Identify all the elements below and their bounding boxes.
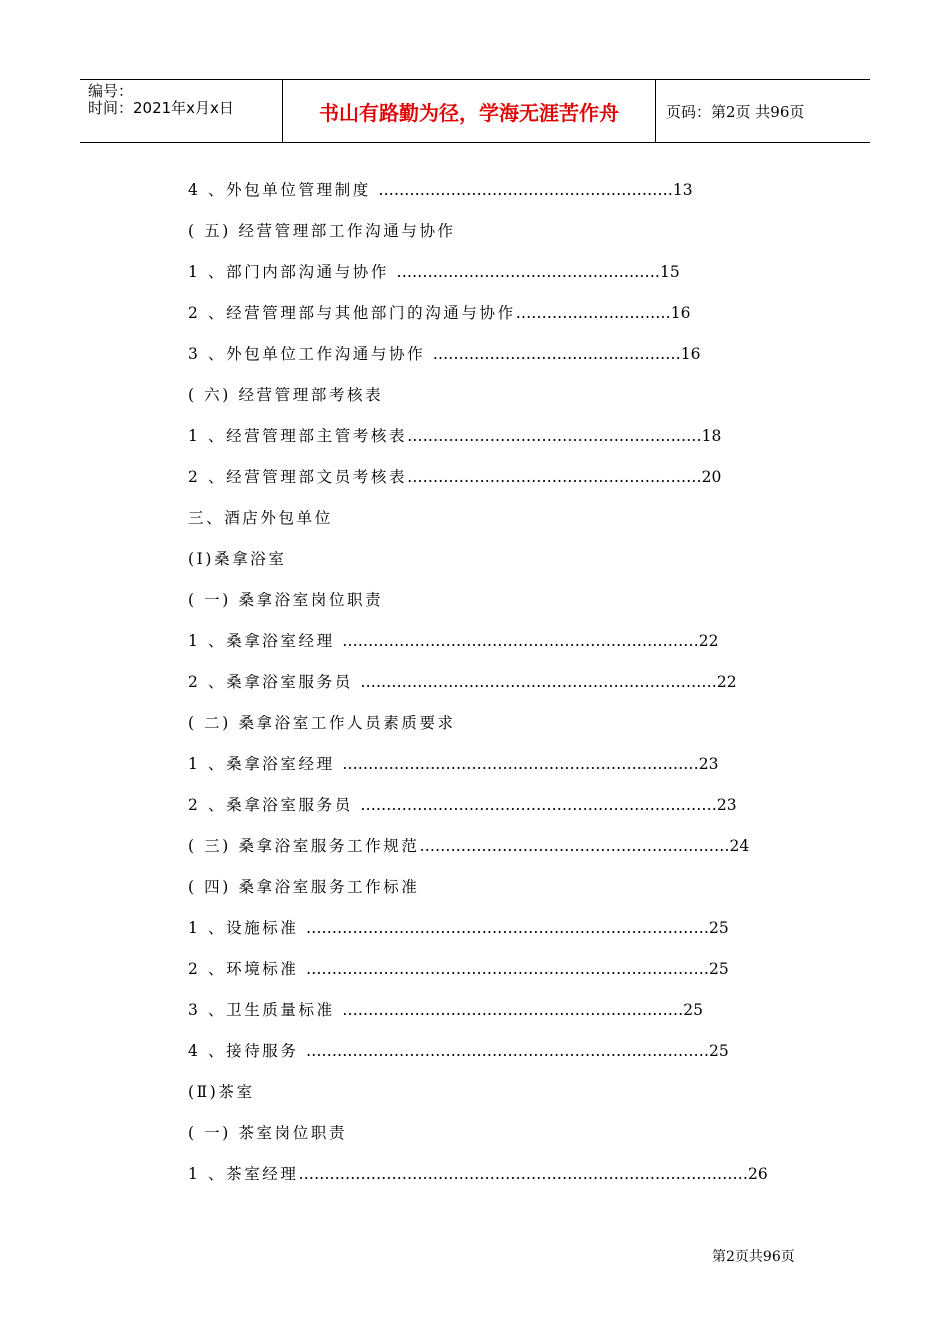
toc-entry-title: 2 、经营管理部文员考核表 bbox=[188, 468, 408, 486]
toc-entry-leader: …………………………………………………………………… bbox=[306, 960, 710, 978]
toc-entry-page-number: 26 bbox=[748, 1165, 768, 1183]
toc-entry[interactable] bbox=[188, 586, 788, 627]
toc-entry-page-number: 23 bbox=[698, 755, 719, 773]
toc-entry[interactable] bbox=[188, 258, 788, 299]
toc-entry-title: ( 三) 桑拿浴室服务工作规范 bbox=[188, 837, 420, 855]
toc-entry[interactable] bbox=[188, 627, 788, 668]
document-time: 时间：2021年x月x日 bbox=[88, 99, 234, 117]
toc-entry-page-number: 25 bbox=[683, 1001, 703, 1019]
header-meta bbox=[80, 80, 283, 142]
toc-entry[interactable] bbox=[188, 176, 788, 217]
toc-entry[interactable] bbox=[188, 217, 788, 258]
toc-entry[interactable] bbox=[188, 545, 788, 586]
document-number-label: 编号： bbox=[88, 82, 134, 100]
table-of-contents bbox=[188, 176, 788, 1201]
toc-entry-leader: …………………………………………………………… bbox=[342, 755, 699, 773]
toc-entry-title: 2 、桑拿浴室服务员 bbox=[188, 796, 361, 814]
toc-entry-page-number: 16 bbox=[670, 304, 691, 322]
toc-entry[interactable] bbox=[188, 996, 788, 1037]
toc-entry-leader: …………………………………………………………………… bbox=[306, 1042, 710, 1060]
toc-entry-page-number: 22 bbox=[698, 632, 719, 650]
toc-entry[interactable] bbox=[188, 832, 788, 873]
toc-entry-title: ( 一) 茶室岗位职责 bbox=[188, 1124, 348, 1142]
toc-entry-page-number: 16 bbox=[680, 345, 701, 363]
toc-entry-leader: ………………………… bbox=[515, 304, 671, 322]
header-page-info: 页码：第2页 共96页 bbox=[666, 102, 805, 121]
toc-entry-title: 1 、茶室经理 bbox=[188, 1165, 299, 1183]
toc-entry-title: 1 、桑拿浴室经理 bbox=[188, 755, 343, 773]
toc-entry-page-number: 13 bbox=[672, 181, 693, 199]
toc-entry-title: ( 二) 桑拿浴室工作人员素质要求 bbox=[188, 714, 456, 732]
toc-entry-leader: ………………………………………………………… bbox=[342, 1001, 684, 1019]
toc-entry-leader: ………………………………………………… bbox=[378, 181, 673, 199]
toc-entry-page-number: 20 bbox=[701, 468, 722, 486]
toc-entry[interactable] bbox=[188, 340, 788, 381]
toc-entry-title: 3 、外包单位工作沟通与协作 bbox=[188, 345, 433, 363]
toc-entry-title: ( 五) 经营管理部工作沟通与协作 bbox=[188, 222, 456, 240]
toc-entry-page-number: 15 bbox=[660, 263, 680, 281]
toc-entry[interactable] bbox=[188, 750, 788, 791]
toc-entry-leader: …………………………………………………… bbox=[419, 837, 730, 855]
toc-entry-title: ( 四) 桑拿浴室服务工作标准 bbox=[188, 878, 420, 896]
toc-entry-leader: …………………………………………………………………… bbox=[306, 919, 710, 937]
toc-entry-title: 2 、经营管理部与其他部门的沟通与协作 bbox=[188, 304, 516, 322]
toc-entry-title: 1 、经营管理部主管考核表 bbox=[188, 427, 408, 445]
toc-entry-title: (Ⅱ)茶室 bbox=[188, 1083, 255, 1101]
toc-entry-title: ( 一) 桑拿浴室岗位职责 bbox=[188, 591, 384, 609]
toc-entry-page-number: 23 bbox=[716, 796, 737, 814]
toc-entry[interactable] bbox=[188, 1119, 788, 1160]
toc-entry-title: 1 、设施标准 bbox=[188, 919, 307, 937]
toc-entry[interactable] bbox=[188, 1037, 788, 1078]
toc-entry[interactable] bbox=[188, 504, 788, 545]
toc-entry-leader: ………………………………………………… bbox=[407, 427, 702, 445]
toc-entry-page-number: 25 bbox=[709, 960, 729, 978]
toc-entry-page-number: 24 bbox=[729, 837, 750, 855]
toc-entry-title: 2 、桑拿浴室服务员 bbox=[188, 673, 361, 691]
toc-entry[interactable] bbox=[188, 463, 788, 504]
page-header bbox=[80, 79, 870, 143]
toc-entry-title: 三、酒店外包单位 bbox=[188, 509, 333, 527]
toc-entry[interactable] bbox=[188, 1160, 788, 1201]
toc-entry[interactable] bbox=[188, 381, 788, 422]
toc-entry-title: 4 、接待服务 bbox=[188, 1042, 307, 1060]
toc-entry-leader: ………………………………………… bbox=[432, 345, 681, 363]
toc-entry-page-number: 18 bbox=[701, 427, 722, 445]
toc-entry-page-number: 25 bbox=[709, 919, 729, 937]
toc-entry[interactable] bbox=[188, 709, 788, 750]
toc-entry[interactable] bbox=[188, 914, 788, 955]
toc-entry[interactable] bbox=[188, 791, 788, 832]
toc-entry[interactable] bbox=[188, 668, 788, 709]
toc-entry-title: 2 、环境标准 bbox=[188, 960, 307, 978]
toc-entry-title: 3 、卫生质量标准 bbox=[188, 1001, 343, 1019]
toc-entry[interactable] bbox=[188, 299, 788, 340]
toc-entry-leader: …………………………………………… bbox=[396, 263, 661, 281]
toc-entry[interactable] bbox=[188, 422, 788, 463]
header-motto: 书山有路勤为径，学海无涯苦作舟 bbox=[283, 80, 656, 142]
toc-entry-page-number: 22 bbox=[716, 673, 737, 691]
toc-entry-title: 1 、部门内部沟通与协作 bbox=[188, 263, 397, 281]
toc-entry-leader: …………………………………………………………………………… bbox=[298, 1165, 748, 1183]
toc-entry-title: 1 、桑拿浴室经理 bbox=[188, 632, 343, 650]
toc-entry[interactable] bbox=[188, 1078, 788, 1119]
toc-entry-leader: ………………………………………………… bbox=[407, 468, 702, 486]
toc-entry-leader: …………………………………………………………… bbox=[342, 632, 699, 650]
toc-entry-title: ( 六) 经营管理部考核表 bbox=[188, 386, 384, 404]
toc-entry[interactable] bbox=[188, 955, 788, 996]
toc-entry-leader: …………………………………………………………… bbox=[360, 673, 717, 691]
toc-entry-title: (Ⅰ)桑拿浴室 bbox=[188, 550, 287, 568]
toc-entry[interactable] bbox=[188, 873, 788, 914]
toc-entry-page-number: 25 bbox=[709, 1042, 729, 1060]
toc-entry-title: 4 、外包单位管理制度 bbox=[188, 181, 379, 199]
page-footer: 第2页共96页 bbox=[712, 1249, 795, 1265]
toc-entry-leader: …………………………………………………………… bbox=[360, 796, 717, 814]
